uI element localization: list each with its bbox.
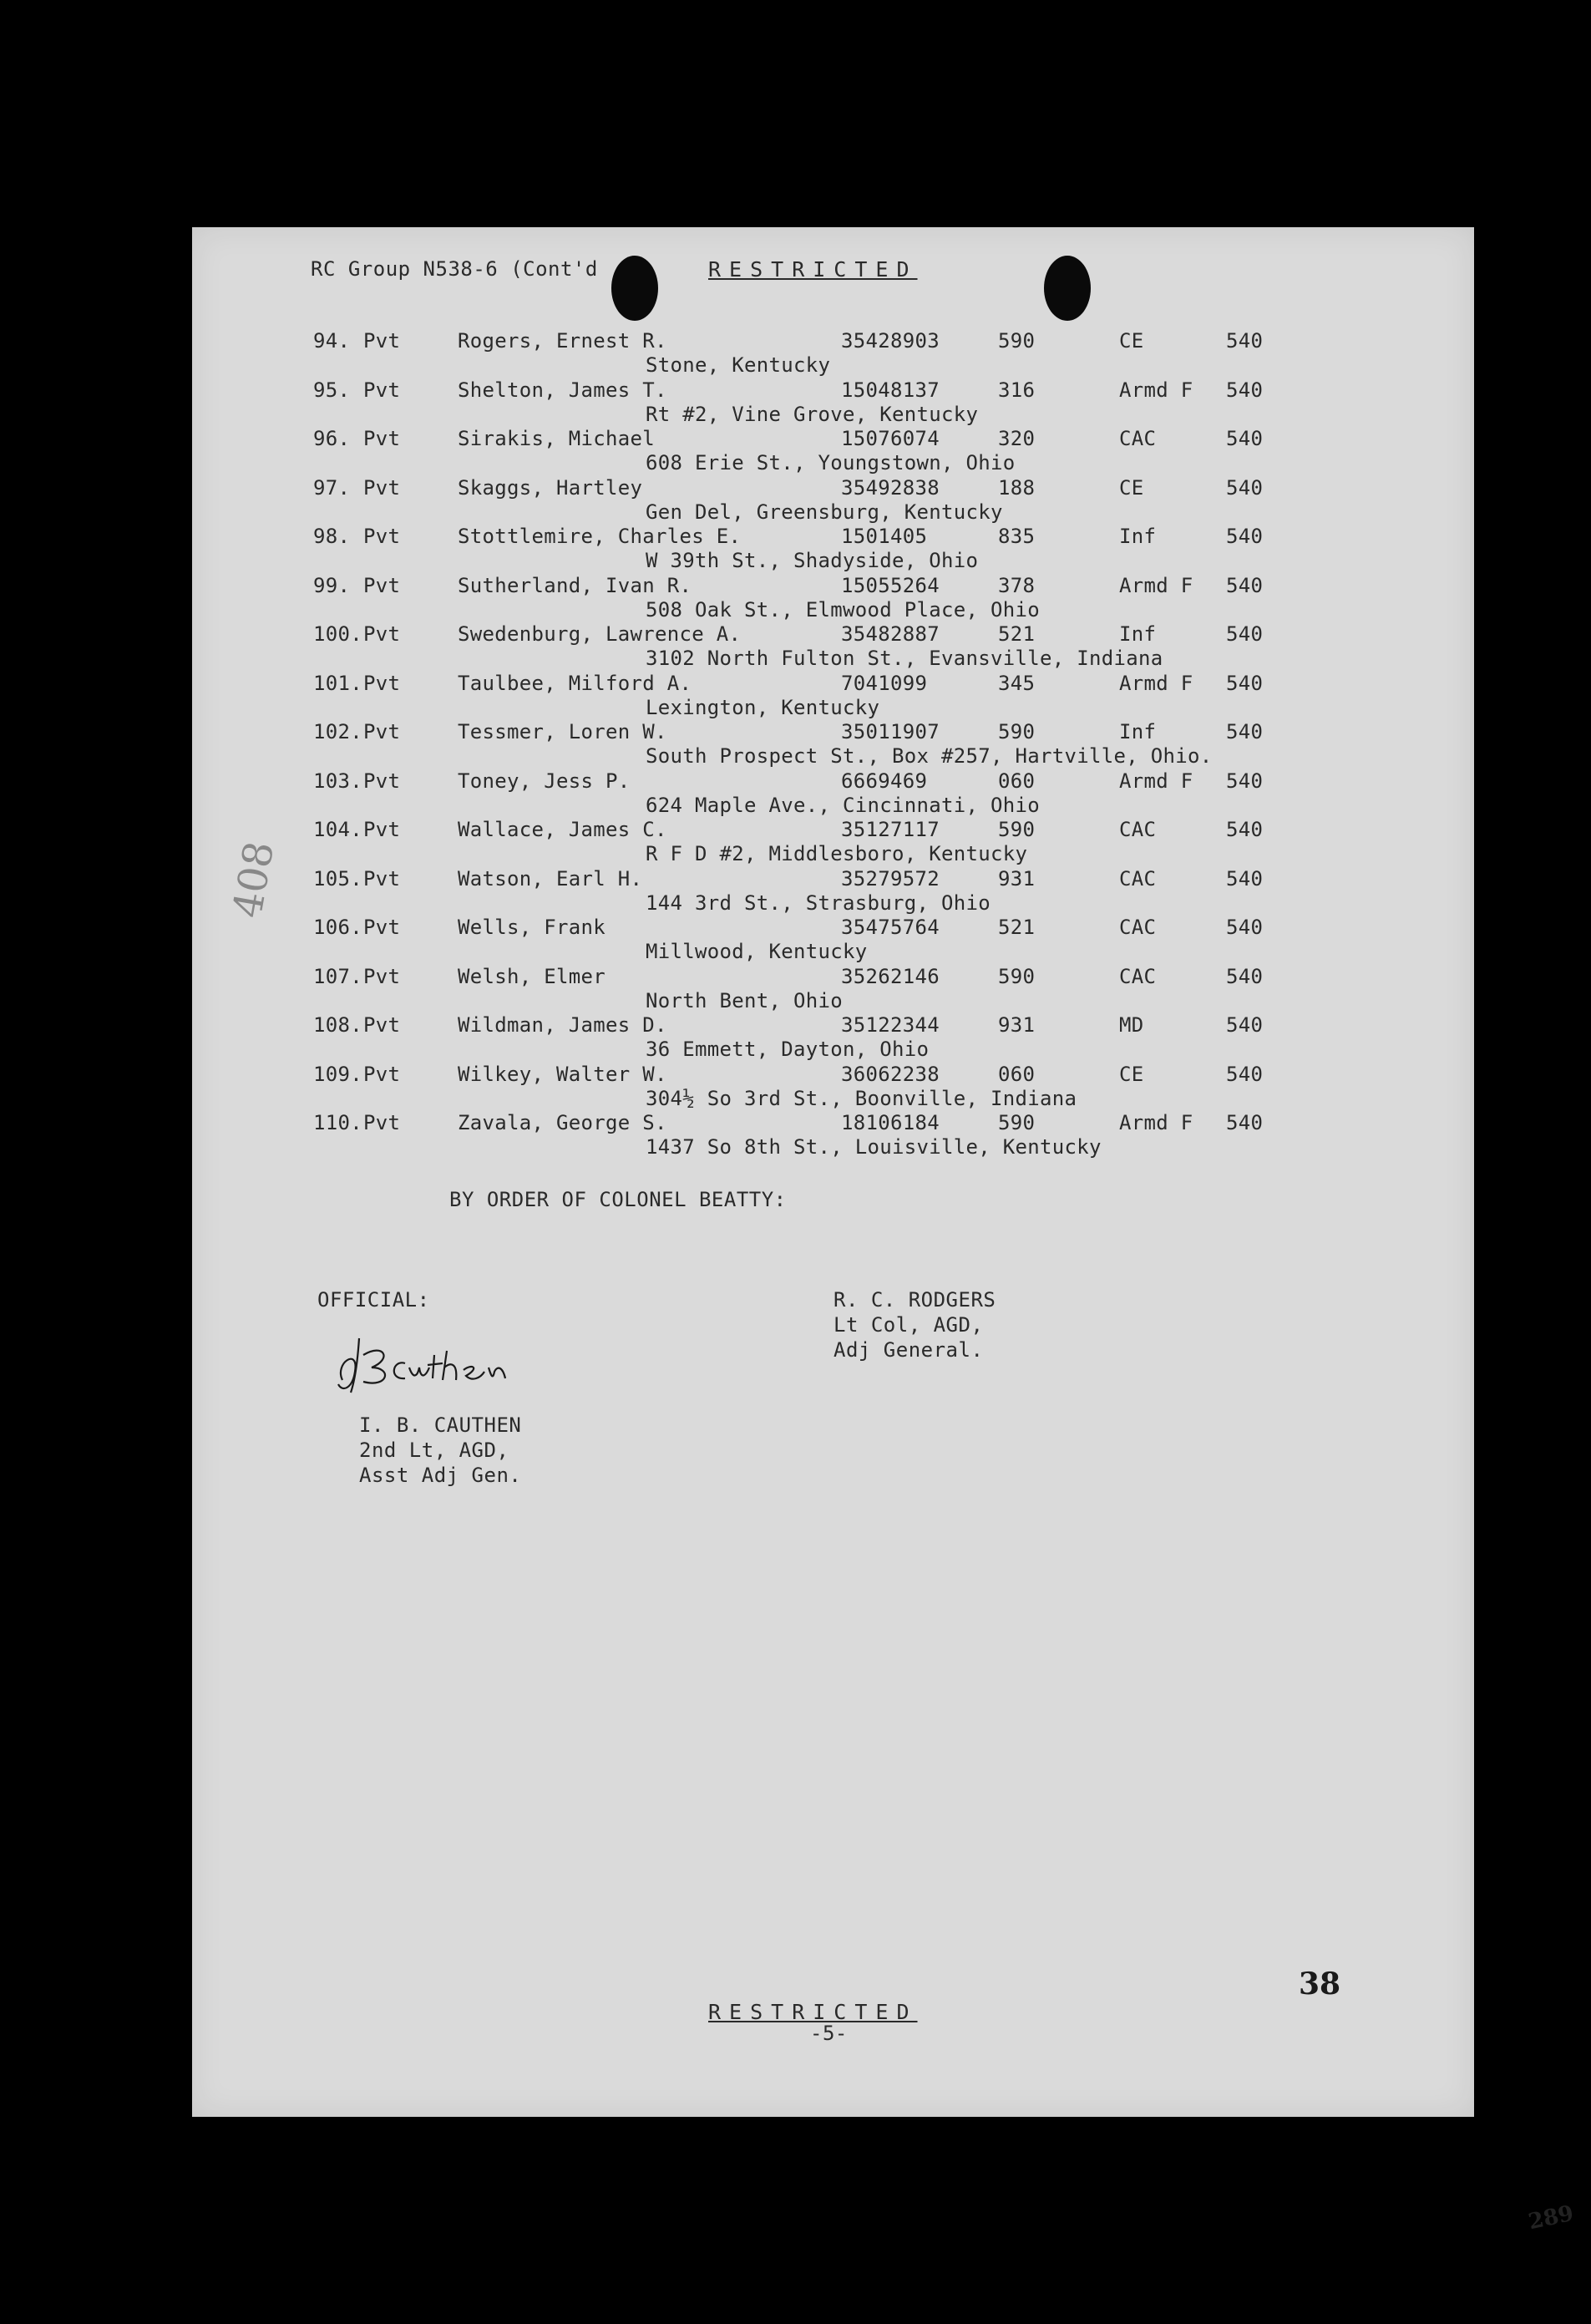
page-stamp: 38 <box>1299 1966 1341 2002</box>
roster-code: 060 <box>998 769 1036 793</box>
roster-arm: CE <box>1119 329 1144 353</box>
roster-col: 540 <box>1226 818 1264 841</box>
roster-address: Stone, Kentucky <box>646 353 831 377</box>
roster-col: 540 <box>1226 866 1264 891</box>
roster-number: 110. <box>313 1111 362 1134</box>
header-restricted: RESTRICTED <box>708 257 918 282</box>
roster-serial: 7041099 <box>841 671 928 695</box>
roster-arm: Armd F <box>1119 769 1193 793</box>
roster-row <box>192 329 1474 378</box>
roster-code: 931 <box>998 866 1036 891</box>
roster-row <box>192 720 1474 769</box>
roster-address: R F D #2, Middlesboro, Kentucky <box>646 842 1028 865</box>
roster-address: South Prospect St., Box #257, Hartville, Ohio. <box>646 744 1213 768</box>
roster-rank: Pvt <box>363 720 401 743</box>
roster-number: 95. <box>313 378 351 402</box>
roster-col: 540 <box>1226 573 1264 597</box>
roster-col: 540 <box>1226 671 1264 695</box>
roster-address: Millwood, Kentucky <box>646 940 868 963</box>
roster-code: 590 <box>998 964 1036 988</box>
roster-rank: Pvt <box>363 964 401 988</box>
roster-serial: 35428903 <box>841 329 940 353</box>
roster-row <box>192 672 1474 720</box>
official-label: OFFICIAL: <box>317 1288 430 1312</box>
roster-row <box>192 1013 1474 1062</box>
roster-rank: Pvt <box>363 1013 401 1037</box>
roster-address: Rt #2, Vine Grove, Kentucky <box>646 402 979 426</box>
document-page <box>192 227 1576 2235</box>
roster-number: 103. <box>313 769 362 793</box>
group-reference: RC Group N538-6 (Cont'd <box>311 257 598 281</box>
roster-serial: 15076074 <box>841 427 940 450</box>
roster-col: 540 <box>1226 427 1264 450</box>
corner-mark: 289 <box>1526 2200 1576 2235</box>
punch-hole-right <box>1044 256 1091 321</box>
roster-address: 608 Erie St., Youngstown, Ohio <box>646 451 1016 474</box>
roster-row <box>192 622 1474 671</box>
roster-name: Toney, Jess P. <box>458 769 631 793</box>
handwritten-signature <box>326 1330 576 1408</box>
roster-rank: Pvt <box>363 1062 401 1086</box>
roster-row <box>192 476 1474 525</box>
roster-serial: 35127117 <box>841 818 940 841</box>
roster-number: 100. <box>313 622 362 646</box>
roster-code: 931 <box>998 1013 1036 1037</box>
roster-arm: Armd F <box>1119 1111 1193 1134</box>
roster-code: 320 <box>998 427 1036 450</box>
roster-arm: CAC <box>1119 427 1157 450</box>
roster-col: 540 <box>1226 769 1264 793</box>
roster-number: 101. <box>313 671 362 695</box>
roster-arm: Armd F <box>1119 671 1193 695</box>
roster-col: 540 <box>1226 1111 1264 1134</box>
roster-code: 590 <box>998 818 1036 841</box>
roster-serial: 1501405 <box>841 525 928 548</box>
roster-name: Stottlemire, Charles E. <box>458 525 742 548</box>
roster-name: Watson, Earl H. <box>458 866 643 891</box>
roster-row <box>192 867 1474 916</box>
roster-rank: Pvt <box>363 916 401 939</box>
roster-number: 105. <box>313 866 362 891</box>
roster-serial: 15055264 <box>841 573 940 597</box>
footer-page-number: -5- <box>810 2022 848 2045</box>
roster-arm: Armd F <box>1119 378 1193 402</box>
roster-address: 144 3rd St., Strasburg, Ohio <box>646 891 991 915</box>
roster-code: 590 <box>998 1111 1036 1134</box>
roster-address: North Bent, Ohio <box>646 988 843 1012</box>
roster-name: Tessmer, Loren W. <box>458 720 667 743</box>
roster-code: 835 <box>998 525 1036 548</box>
roster-code: 521 <box>998 916 1036 939</box>
roster-number: 104. <box>313 818 362 841</box>
roster-col: 540 <box>1226 916 1264 939</box>
roster-col: 540 <box>1226 622 1264 646</box>
roster-row <box>192 916 1474 964</box>
roster-name: Taulbee, Milford A. <box>458 671 692 695</box>
roster-row <box>192 378 1474 427</box>
roster-address: 3102 North Fulton St., Evansville, Indiana <box>646 647 1163 670</box>
roster-arm: CAC <box>1119 916 1157 939</box>
roster-code: 590 <box>998 329 1036 353</box>
roster-serial: 6669469 <box>841 769 928 793</box>
roster-code: 521 <box>998 622 1036 646</box>
roster-arm: Armd F <box>1119 573 1193 597</box>
roster-col: 540 <box>1226 525 1264 548</box>
roster-serial: 35279572 <box>841 866 940 891</box>
roster-col: 540 <box>1226 720 1264 743</box>
roster-rank: Pvt <box>363 329 401 353</box>
roster-arm: CAC <box>1119 964 1157 988</box>
roster-name: Wilkey, Walter W. <box>458 1062 667 1086</box>
roster-address: 304½ So 3rd St., Boonville, Indiana <box>646 1086 1077 1110</box>
roster-address: W 39th St., Shadyside, Ohio <box>646 549 979 572</box>
roster-arm: MD <box>1119 1013 1144 1037</box>
roster-arm: Inf <box>1119 720 1157 743</box>
roster-arm: CE <box>1119 475 1144 500</box>
left-signer-title: 2nd Lt, AGD, <box>359 1439 509 1462</box>
roster-name: Rogers, Ernest R. <box>458 329 667 353</box>
roster-name: Sutherland, Ivan R. <box>458 573 692 597</box>
roster-col: 540 <box>1226 475 1264 500</box>
left-signer-role: Asst Adj Gen. <box>359 1464 522 1487</box>
roster-name: Wildman, James D. <box>458 1013 667 1037</box>
roster-name: Zavala, George S. <box>458 1111 667 1134</box>
punch-hole-left <box>611 256 658 321</box>
roster-row <box>192 427 1474 475</box>
roster-rank: Pvt <box>363 671 401 695</box>
roster-serial: 35475764 <box>841 916 940 939</box>
roster-arm: CAC <box>1119 818 1157 841</box>
roster-rank: Pvt <box>363 573 401 597</box>
roster-number: 98. <box>313 525 351 548</box>
footer-restricted: RESTRICTED <box>708 2000 918 2024</box>
roster-row <box>192 965 1474 1013</box>
roster-code: 316 <box>998 378 1036 402</box>
roster-arm: CAC <box>1119 866 1157 891</box>
roster-address: 508 Oak St., Elmwood Place, Ohio <box>646 597 1040 622</box>
roster-name: Sirakis, Michael <box>458 427 655 450</box>
roster-rank: Pvt <box>363 622 401 646</box>
roster-number: 102. <box>313 720 362 743</box>
roster-code: 060 <box>998 1062 1036 1086</box>
roster-code: 590 <box>998 720 1036 743</box>
roster-col: 540 <box>1226 329 1264 353</box>
roster-serial: 35492838 <box>841 475 940 500</box>
margin-note: 408 <box>224 838 284 921</box>
roster-rank: Pvt <box>363 818 401 841</box>
roster-rank: Pvt <box>363 769 401 793</box>
roster-number: 94. <box>313 329 351 353</box>
roster-col: 540 <box>1226 1013 1264 1037</box>
order-line: BY ORDER OF COLONEL BEATTY: <box>449 1188 787 1211</box>
roster-serial: 36062238 <box>841 1062 940 1086</box>
roster-serial: 35262146 <box>841 964 940 988</box>
roster-code: 378 <box>998 573 1036 597</box>
roster-row <box>192 1063 1474 1111</box>
roster-rank: Pvt <box>363 427 401 450</box>
roster-col: 540 <box>1226 378 1264 402</box>
roster-number: 97. <box>313 475 351 500</box>
roster-arm: CE <box>1119 1062 1144 1086</box>
roster-serial: 35122344 <box>841 1013 940 1037</box>
roster-row <box>192 574 1474 622</box>
right-signer-title: Lt Col, AGD, <box>834 1313 984 1337</box>
roster-rank: Pvt <box>363 378 401 402</box>
left-signer-name: I. B. CAUTHEN <box>359 1413 522 1437</box>
roster-number: 108. <box>313 1013 362 1037</box>
roster-address: 1437 So 8th St., Louisville, Kentucky <box>646 1135 1102 1159</box>
roster-row <box>192 525 1474 573</box>
roster-name: Wells, Frank <box>458 916 605 939</box>
roster-arm: Inf <box>1119 525 1157 548</box>
roster-serial: 18106184 <box>841 1111 940 1134</box>
roster-name: Swedenburg, Lawrence A. <box>458 622 742 646</box>
roster-serial: 15048137 <box>841 378 940 402</box>
roster-name: Welsh, Elmer <box>458 964 605 988</box>
roster-number: 99. <box>313 573 351 597</box>
roster-arm: Inf <box>1119 622 1157 646</box>
roster-number: 106. <box>313 916 362 939</box>
roster-row <box>192 1111 1474 1159</box>
right-signer-role: Adj General. <box>834 1338 984 1362</box>
roster-number: 109. <box>313 1062 362 1086</box>
roster-name: Skaggs, Hartley <box>458 475 643 500</box>
roster-col: 540 <box>1226 1062 1264 1086</box>
roster-number: 107. <box>313 964 362 988</box>
roster-rank: Pvt <box>363 1111 401 1134</box>
right-signer-name: R. C. RODGERS <box>834 1288 996 1312</box>
roster-code: 188 <box>998 475 1036 500</box>
roster-name: Wallace, James C. <box>458 818 667 841</box>
roster-serial: 35011907 <box>841 720 940 743</box>
roster-col: 540 <box>1226 964 1264 988</box>
roster-name: Shelton, James T. <box>458 378 667 402</box>
roster-rank: Pvt <box>363 525 401 548</box>
roster-code: 345 <box>998 671 1036 695</box>
roster-address: 624 Maple Ave., Cincinnati, Ohio <box>646 793 1040 817</box>
roster-address: Gen Del, Greensburg, Kentucky <box>646 500 1003 524</box>
roster-row <box>192 769 1474 818</box>
roster-address: Lexington, Kentucky <box>646 695 880 719</box>
roster-address: 36 Emmett, Dayton, Ohio <box>646 1038 930 1061</box>
roster-row <box>192 818 1474 866</box>
roster-serial: 35482887 <box>841 622 940 646</box>
roster-rank: Pvt <box>363 866 401 891</box>
roster-number: 96. <box>313 427 351 450</box>
roster-rank: Pvt <box>363 475 401 500</box>
